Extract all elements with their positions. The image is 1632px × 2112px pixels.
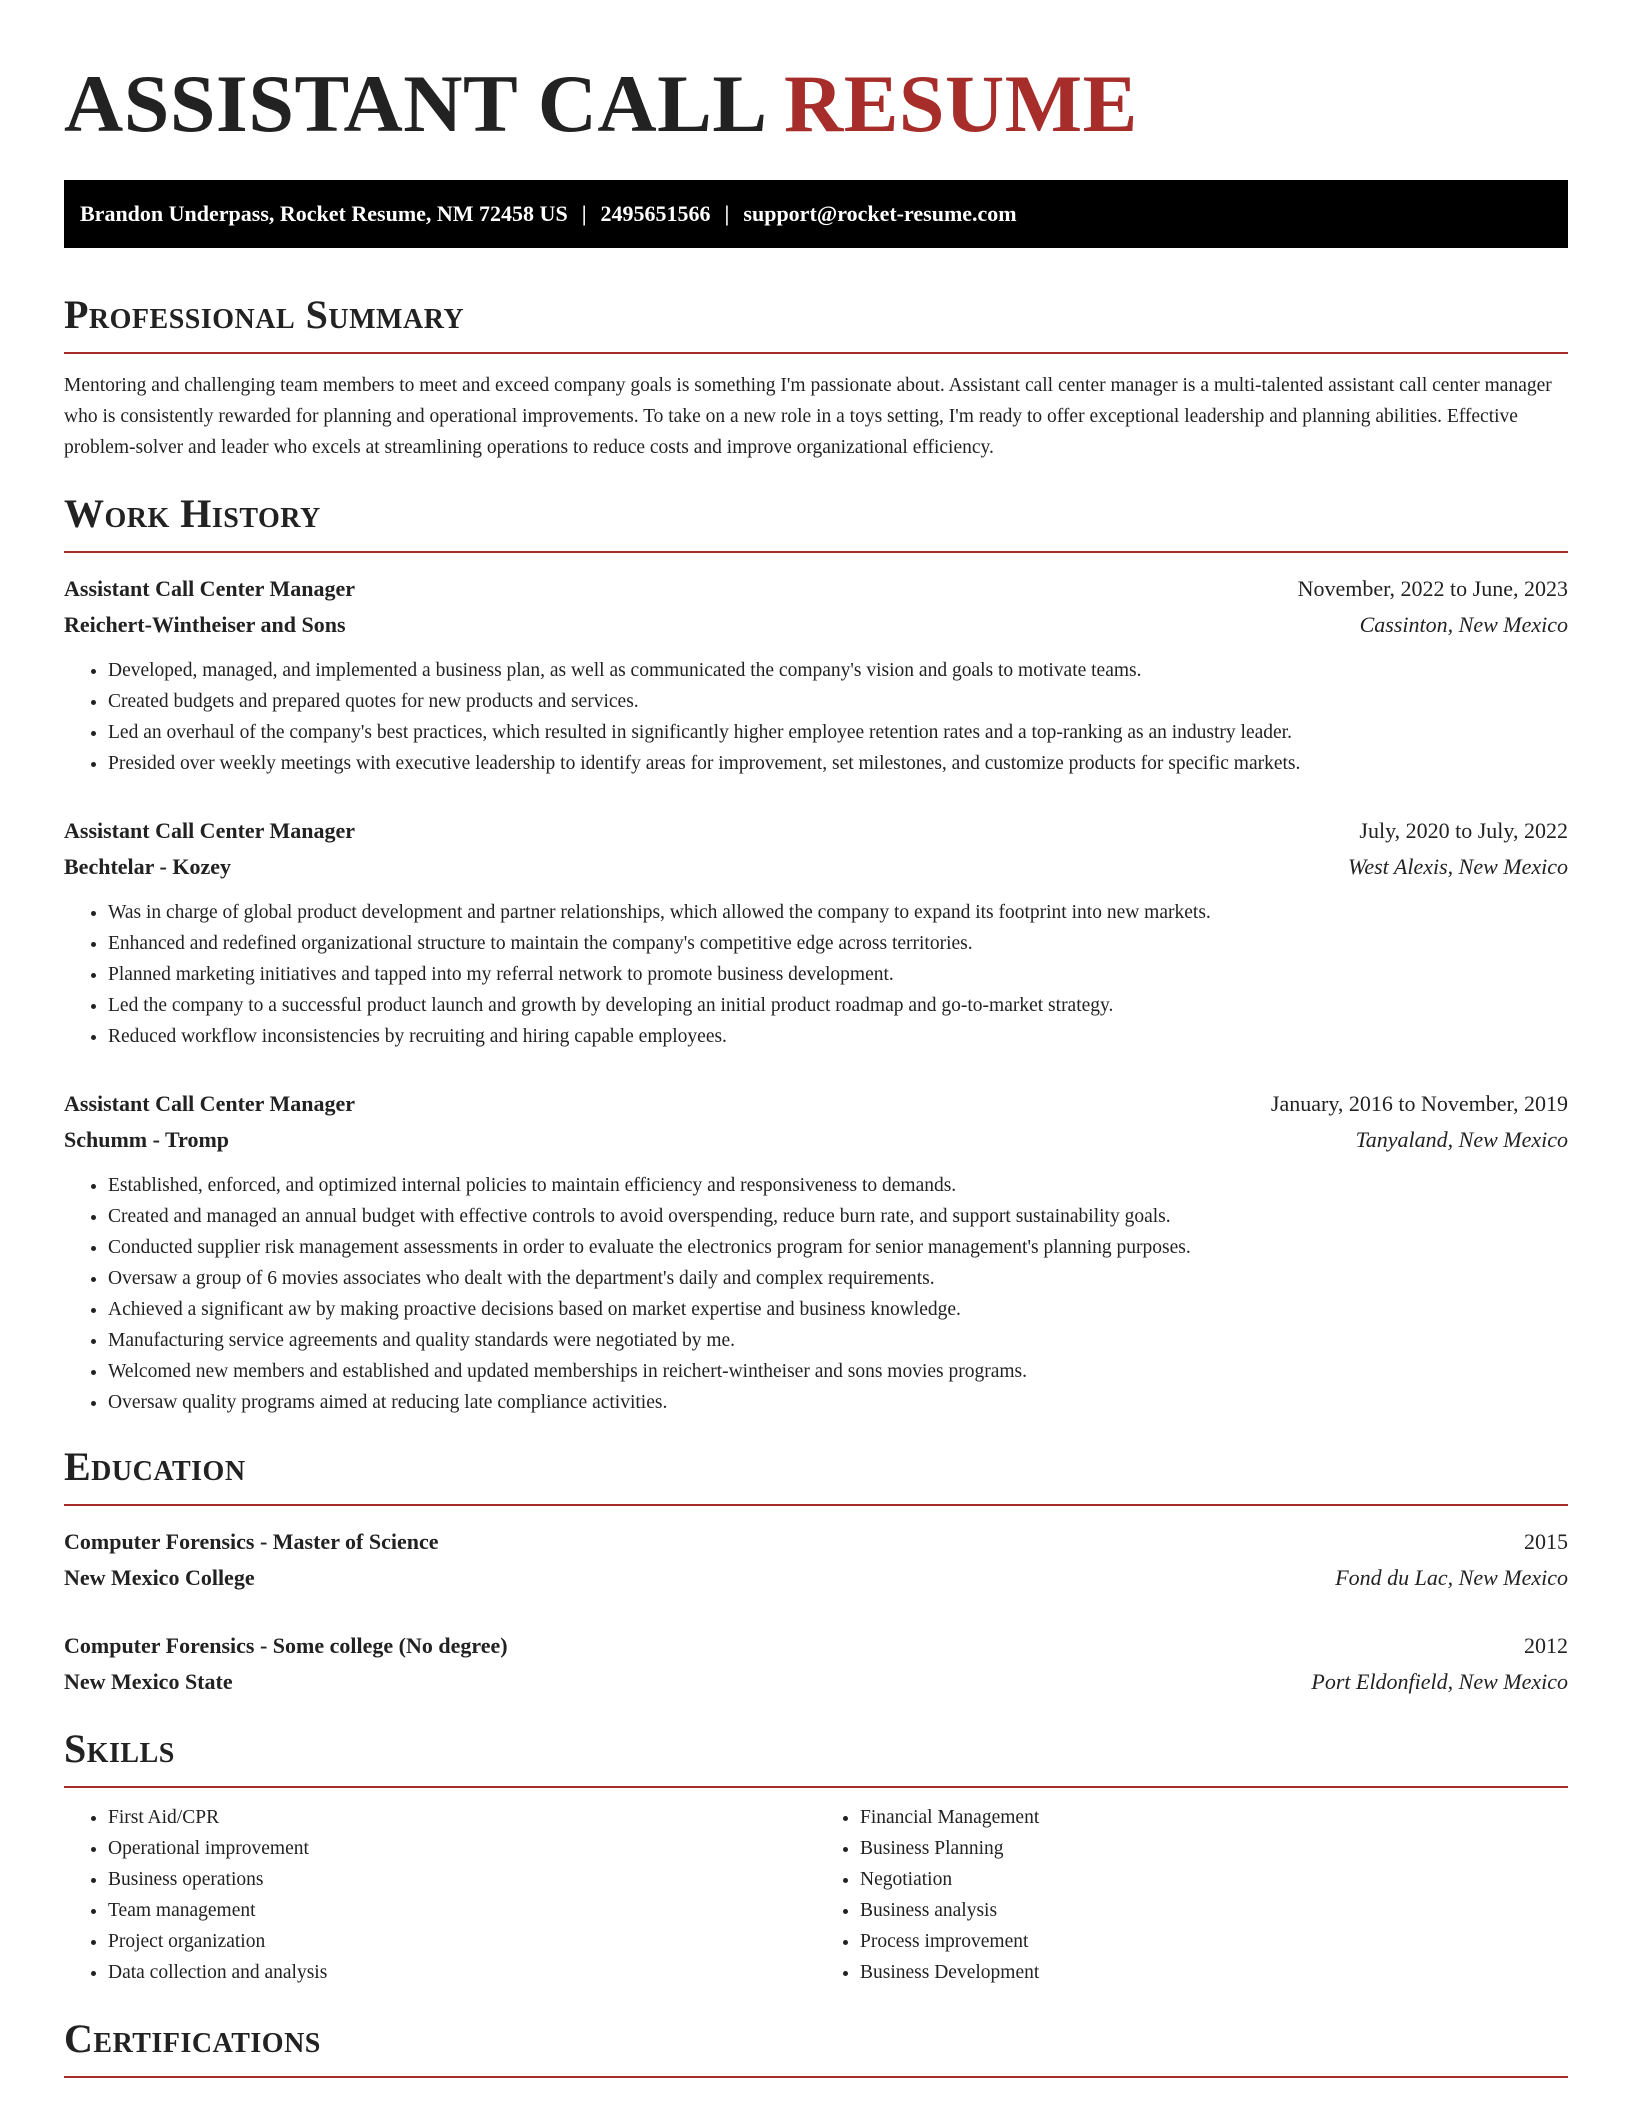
resume-title (64, 58, 1568, 150)
job-bullet: • Reduced workflow inconsistencies by recruiting and hiring capable employees. (108, 1021, 1568, 1052)
title-accent: RESUME (784, 58, 1138, 149)
job-bullets (64, 655, 1568, 779)
contact-bar (64, 180, 1568, 248)
job-bullet: • Planned marketing initiatives and tapped into my referral network to promote business development. (108, 959, 1568, 990)
job-bullet: • Conducted supplier risk management assessments in order to evaluate the electronics program for senior management's planning purposes. (108, 1232, 1568, 1263)
job-company: Reichert-Wintheiser and Sons (64, 612, 346, 637)
job-header-row (64, 813, 1568, 849)
certifications-heading: Certifications (64, 2016, 1568, 2078)
job-bullet: • Manufacturing service agreements and quality standards were negotiated by me. (108, 1325, 1568, 1356)
job-dates: January, 2016 to November, 2019 (1270, 1091, 1568, 1116)
skill-item: • Project organization (108, 1926, 816, 1957)
job-company-row (64, 1122, 1568, 1158)
skills-column-right (816, 1802, 1568, 1988)
skill-item: • Business analysis (860, 1895, 1568, 1926)
job-bullet: • Created and managed an annual budget with effective controls to avoid overspending, reduce burn rate, and support sustainability goals. (108, 1201, 1568, 1232)
contact-address: Brandon Underpass, Rocket Resume, NM 72458 US (80, 201, 568, 226)
job-bullets (64, 897, 1568, 1052)
job-bullets (64, 1170, 1568, 1418)
job-location: Tanyaland, New Mexico (1355, 1127, 1568, 1152)
job-bullet: • Led an overhaul of the company's best practices, which resulted in significantly higher employee retention rates and a top-ranking as an industry leader. (108, 717, 1568, 748)
work-history-heading: Work History (64, 491, 1568, 553)
education-school: New Mexico College (64, 1565, 255, 1590)
job-company-row (64, 849, 1568, 885)
education-entry (64, 1628, 1568, 1700)
skill-item: • Team management (108, 1895, 816, 1926)
skills-heading: Skills (64, 1726, 1568, 1788)
skills-bullets (816, 1802, 1568, 1988)
skill-item: • Business Development (860, 1957, 1568, 1988)
skill-item: • Negotiation (860, 1864, 1568, 1895)
education-degree-row (64, 1524, 1568, 1560)
job-entry (64, 813, 1568, 1052)
job-dates: November, 2022 to June, 2023 (1297, 576, 1568, 601)
job-company: Schumm - Tromp (64, 1127, 230, 1152)
education-degree-row (64, 1628, 1568, 1664)
job-bullet: • Oversaw quality programs aimed at reducing late compliance activities. (108, 1387, 1568, 1418)
education-school-row (64, 1664, 1568, 1700)
job-bullet: • Was in charge of global product development and partner relationships, which allowed the company to expand its footprint into new markets. (108, 897, 1568, 928)
job-bullet: • Oversaw a group of 6 movies associates who dealt with the department's daily and complex requirements. (108, 1263, 1568, 1294)
job-bullet: • Presided over weekly meetings with executive leadership to identify areas for improvement, set milestones, and customize products for specific markets. (108, 748, 1568, 779)
skill-item: • Data collection and analysis (108, 1957, 816, 1988)
skills-column-left (64, 1802, 816, 1988)
education-entry (64, 1524, 1568, 1596)
skill-item: • Operational improvement (108, 1833, 816, 1864)
job-entry (64, 571, 1568, 779)
job-bullet: • Achieved a significant aw by making proactive decisions based on market expertise and business knowledge. (108, 1294, 1568, 1325)
job-bullet: • Developed, managed, and implemented a business plan, as well as communicated the company's vision and goals to motivate teams. (108, 655, 1568, 686)
job-title: Assistant Call Center Manager (64, 576, 356, 601)
job-bullet: • Welcomed new members and established and updated memberships in reichert-wintheiser and sons movies programs. (108, 1356, 1568, 1387)
title-main: ASSISTANT CALL (64, 58, 763, 149)
job-company-row (64, 607, 1568, 643)
education-location: Port Eldonfield, New Mexico (1311, 1669, 1568, 1694)
job-entry (64, 1086, 1568, 1418)
job-title: Assistant Call Center Manager (64, 818, 356, 843)
education-location: Fond du Lac, New Mexico (1335, 1565, 1568, 1590)
job-header-row (64, 1086, 1568, 1122)
skill-item: • Business Planning (860, 1833, 1568, 1864)
education-school-row (64, 1560, 1568, 1596)
education-year: 2015 (1524, 1529, 1568, 1554)
skill-item: • Process improvement (860, 1926, 1568, 1957)
job-location: West Alexis, New Mexico (1348, 854, 1568, 879)
job-bullet: • Led the company to a successful product launch and growth by developing an initial product roadmap and go-to-market strategy. (108, 990, 1568, 1021)
summary-heading: Professional Summary (64, 292, 1568, 354)
job-header-row (64, 571, 1568, 607)
skills-list (64, 1802, 1568, 1988)
summary-text: Mentoring and challenging team members to meet and exceed company goals is something I'm passionate about. Assistant call center manager is a multi-talented assistant call center manager who is consistently rewarded for planning and operational improvements. To take on a new role in a toys setting, I'm ready to offer exceptional leadership and planning abilities. Effective problem-solver and leader who excels at streamlining operations to reduce costs and improve organizational efficiency. (64, 375, 1552, 458)
contact-separator: | (724, 201, 730, 226)
job-company: Bechtelar - Kozey (64, 854, 231, 879)
education-degree: Computer Forensics - Some college (No degree) (64, 1633, 508, 1658)
job-bullet: • Created budgets and prepared quotes for new products and services. (108, 686, 1568, 717)
skill-item: • Business operations (108, 1864, 816, 1895)
job-dates: July, 2020 to July, 2022 (1359, 818, 1568, 843)
skill-item: • Financial Management (860, 1802, 1568, 1833)
education-heading: Education (64, 1444, 1568, 1506)
education-degree: Computer Forensics - Master of Science (64, 1529, 439, 1554)
education-year: 2012 (1524, 1633, 1568, 1658)
job-bullet: • Enhanced and redefined organizational structure to maintain the company's competitive edge across territories. (108, 928, 1568, 959)
contact-phone: 2495651566 (600, 201, 711, 226)
job-location: Cassinton, New Mexico (1359, 612, 1568, 637)
education-school: New Mexico State (64, 1669, 233, 1694)
skills-bullets (64, 1802, 816, 1988)
contact-email: support@rocket-resume.com (743, 201, 1017, 226)
contact-separator: | (581, 201, 587, 226)
skill-item: • First Aid/CPR (108, 1802, 816, 1833)
job-title: Assistant Call Center Manager (64, 1091, 356, 1116)
job-bullet: • Established, enforced, and optimized internal policies to maintain efficiency and responsiveness to demands. (108, 1170, 1568, 1201)
